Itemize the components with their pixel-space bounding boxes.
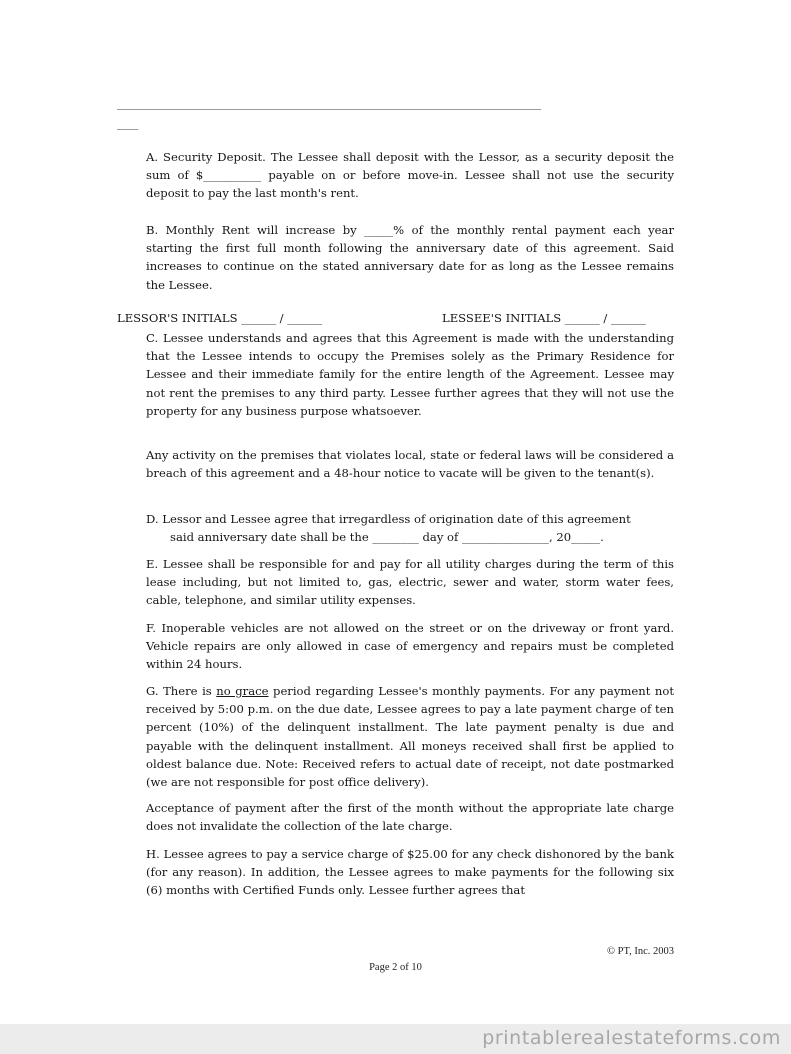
header-rule-line: ________________________________________________________________________________ bbox=[117, 97, 542, 110]
section-d-anniversary-line2: said anniversary date shall be the ________ day of _______________, 20_____. bbox=[170, 530, 604, 544]
section-d-anniversary-line1: D. Lessor and Lessee agree that irregardless of origination date of this agreement bbox=[146, 512, 631, 526]
section-e-utilities: E. Lessee shall be responsible for and pay for all utility charges during the term of this lease including, but not limited to, gas, electric, sewer and water, storm water fees, cable, telephone, and similar utility expenses. bbox=[146, 557, 674, 608]
paragraph-late-charge-acceptance: Acceptance of payment after the first of the month without the appropriate late charge does not invalidate the collection of the late charge. bbox=[146, 801, 674, 834]
section-c-occupancy: C. Lessee understands and agrees that this Agreement is made with the understanding that the Lessee intends to occupy the Premises solely as the Primary Residence for Lessee and their immediate family for the entire length of the Agreement. Lessee may not rent the premises to any third party. Lessee further agrees that they will not use the property for any business purpose whatsoever. bbox=[146, 331, 674, 418]
section-f-vehicles: F. Inoperable vehicles are not allowed on the street or on the driveway or front yard. Vehicle repairs are only allowed in case of emergency and repairs must be completed within 24 hours. bbox=[146, 621, 674, 672]
section-g-late-payment bbox=[146, 682, 674, 791]
section-h-dishonored-check: H. Lessee agrees to pay a service charge of $25.00 for any check dishonored by the bank (for any reason). In addition, the Lessee agrees to make payments for the following six (6) months with Certified Funds only. Lessee further agrees that bbox=[146, 847, 674, 898]
paragraph-illegal-activity: Any activity on the premises that violates local, state or federal laws will be considered a breach of this agreement and a 48-hour notice to vacate will be given to the tenant(s). bbox=[146, 448, 674, 481]
lessor-initials: LESSOR'S INITIALS ______ / ______ bbox=[117, 311, 323, 325]
no-grace-underlined: no grace bbox=[216, 684, 269, 698]
section-b-monthly-rent: B. Monthly Rent will increase by _____% of the monthly rental payment each year starting the first full month following the anniversary date of this agreement. Said increases to continue on the stated anniversary date for as long as the Lessee remains the Lessee. bbox=[146, 223, 674, 292]
section-g-body: period regarding Lessee's monthly payments. For any payment not received by 5:00 p.m. on the due date, Lessee agrees to pay a late payment charge of ten percent (10%) of the delinquent installment. The late payment penalty is due and payable with the delinquent installment. All moneys received shall first be applied to oldest balance due. Note: Received refers to actual date of receipt, not date postmarked (we are not responsible for post office delivery). bbox=[146, 684, 674, 790]
lessee-initials: LESSEE'S INITIALS ______ / ______ bbox=[442, 311, 646, 325]
header-rule-line-continued: ____ bbox=[117, 117, 139, 130]
section-g-prefix: G. There is bbox=[146, 684, 217, 698]
page-number: Page 2 of 10 bbox=[369, 962, 422, 973]
copyright-notice: © PT, Inc. 2003 bbox=[607, 946, 674, 957]
watermark-text: printablerealestateforms.com bbox=[482, 1027, 781, 1049]
section-a-security-deposit: A. Security Deposit. The Lessee shall deposit with the Lessor, as a security deposit the sum of $__________ payable on or before move-in. Lessee shall not use the security deposit to pay the last month's rent. bbox=[146, 150, 674, 201]
